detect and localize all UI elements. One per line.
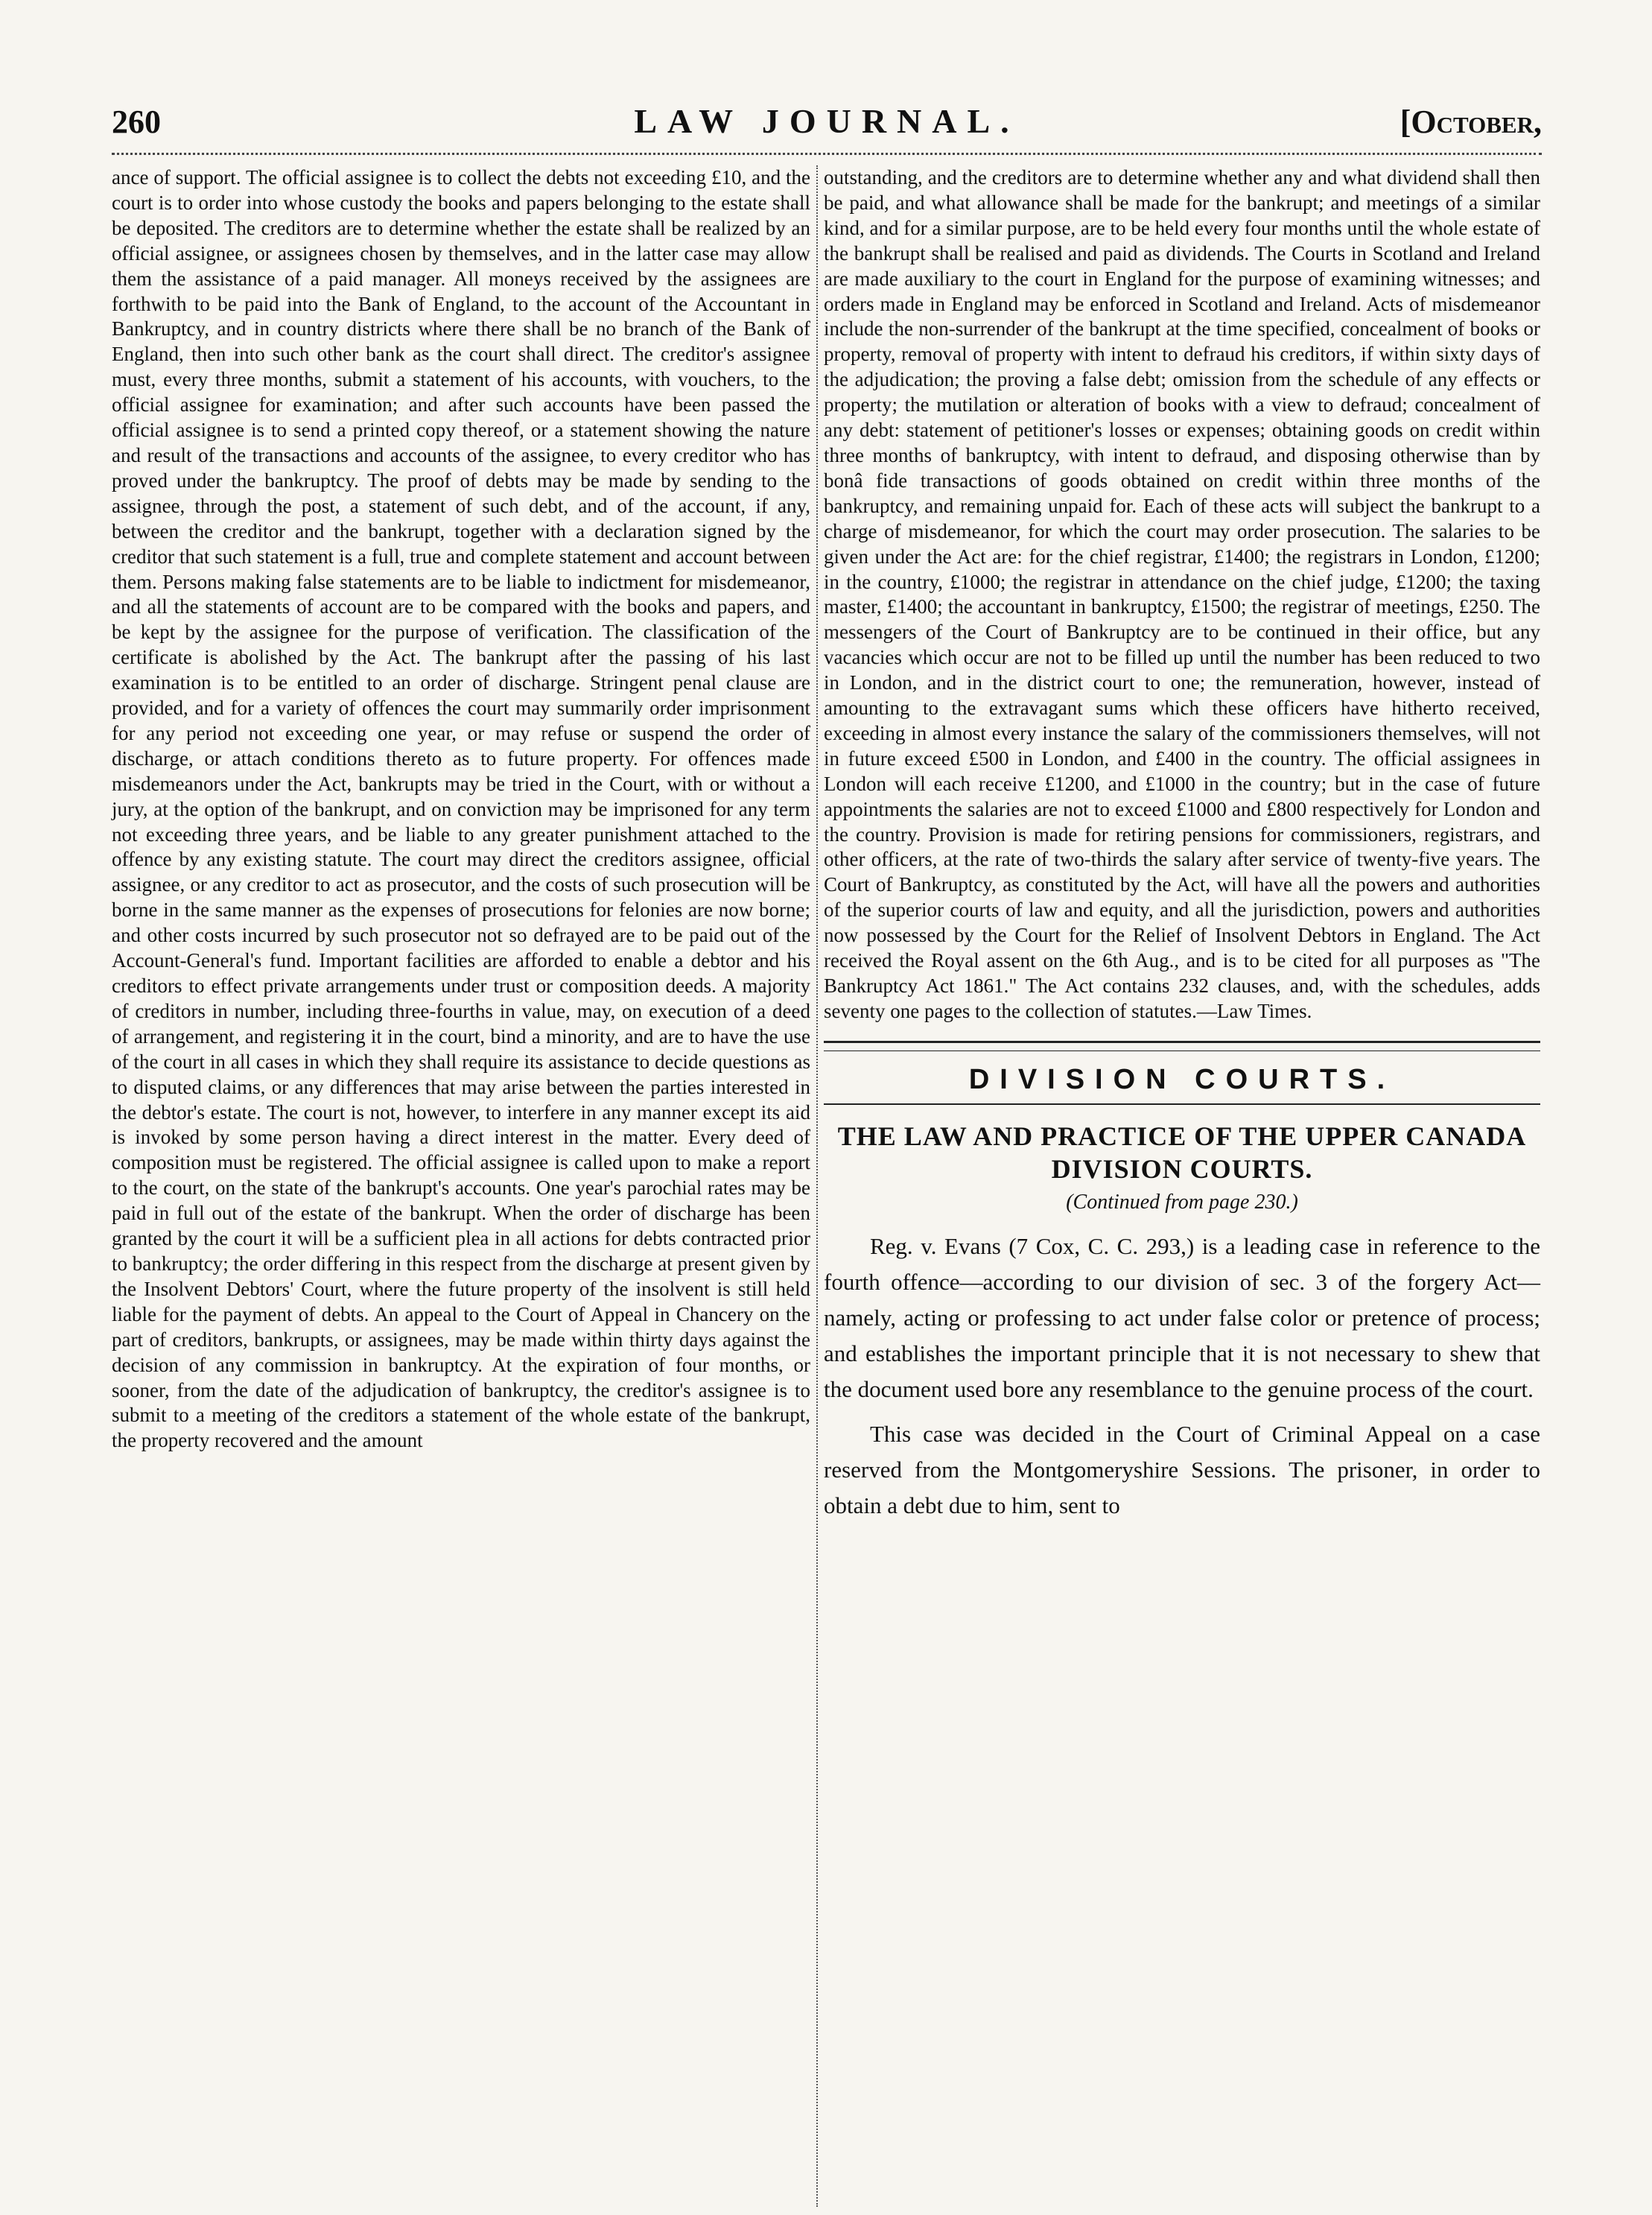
section-title-rule xyxy=(824,1103,1540,1105)
article-title: THE LAW AND PRACTICE OF THE UPPER CANADA DIVISION COURTS. xyxy=(837,1121,1527,1184)
left-paragraph: ance of support. The official assignee is to collect the debts not exceeding £10, and the court is to order into whose custody the books and papers belonging to the estate shall be deposited. The creditors are to determine whether the estate shall be realized by an official assignee, or assignees chosen by themselves, and in the latter case may allow them the assistance of a paid manager. All moneys received by the assignees are forthwith to be paid into the Bank of England, to the account of the Accountant in Bankruptcy, and in country districts where there shall be no branch of the Bank of England, then into such other bank as the court shall direct. The creditor's assignee must, every three months, submit a statement of his accounts, with vouchers, to the official assignee for examination; and after such accounts have been passed the official assignee is to send a printed copy thereof, or a statement showing the nature and result of the transactions and accounts of the assignee, to every creditor who has proved under the bankruptcy. The proof of debts may be made by sending to the assignee, through the post, a statement of such debt, and of the account, if any, between the creditor and the bankrupt, together with a declaration signed by the creditor that such statement is a full, true and complete statement and account between them. Persons making false statements are to be liable to indictment for misdemeanor, and all the statements of account are to be compared with the books and papers, and be kept by the assignee for the purpose of verification. The classification of the certificate is abolished by the Act. The bankrupt after the passing of his last examination is to be entitled to an order of discharge. Stringent penal clause are provided, and for a variety of offences the court may summarily order imprisonment for any period not exceeding one year, or may refuse or suspend the order of discharge, or attach conditions thereto as to future property. For offences made misdemeanors under the Act, bankrupts may be tried in the Court, with or without a jury, at the option of the bankrupt, and on conviction may be imprisoned for any term not exceeding three years, and be liable to any greater punishment attached to the offence by any existing statute. The court may direct the creditors assignee, official assignee, or any creditor to act as prosecutor, and the costs of such prosecution will be borne in the same manner as the expenses of prosecutions for felonies are now borne; and other costs incurred by such prosecutor not so defrayed are to be paid out of the Account-General's fund. Important facilities are afforded to enable a debtor and his creditors to effect private arrangements under trust or composition deeds. A majority of creditors in number, including three-fourths in value, may, on execution of a deed of arrangement, and registering it in the court, bind a minority, and are to have the use of the court in all cases in which they shall require its assistance to decide questions as to disputed claims, or any differences that may arise between the parties interested in the debtor's estate. The court is not, however, to interfere in any manner except its aid is invoked by some person having a direct interest in the matter. Every deed of composition must be registered. The official assignee is called upon to make a report to the court, on the state of the bankrupt's accounts. One year's parochial rates may be paid in full out of the estate of the bankrupt. When the order of discharge has been granted by the court it will be a sufficient plea in all actions for debts contracted prior to bankruptcy; the order differing in this respect from the discharge at present given by the Insolvent Debtors' Court, where the future property of the insolvent is still held liable for the payment of debts. An appeal to the Court of Appeal in Chancery on the part of creditors, bankrupts, or assignees, may be made within thirty days against the decision of any commission in bankruptcy. At the expiration of four months, or sooner, from the date of the adjudication of bankruptcy, the creditor's assignee is to submit to a meeting of the creditors a statement of the whole estate of the bankrupt, the property recovered and the amount xyxy=(112,166,810,1452)
page-number: 260 xyxy=(112,104,161,140)
article-paragraph: Reg. v. Evans (7 Cox, C. C. 293,) is a leading case in reference to the fourth offence—according to our division of sec. 3 of the forgery Act—namely, acting or professing to act under false color or pretence of process; and establishes the important principle that it is not necessary to shew that the document used bore any resemblance to the genuine process of the court. xyxy=(824,1232,1540,1402)
page-header xyxy=(112,97,1542,156)
left-column xyxy=(112,165,810,1454)
right-continuation-paragraph: outstanding, and the creditors are to determine whether any and what dividend shall then be paid, and what allowance shall be made for the bankrupt; and meetings of a similar kind, and for a similar purpose, are to be held every four months until the whole estate of the bankrupt shall be realised and paid as dividends. The Courts in Scotland and Ireland are made auxiliary to the court in England for the purpose of examining witnesses; and orders made in England may be enforced in Scotland and Ireland. Acts of misdemeanor include the non-surrender of the bankrupt at the time specified, concealment of books or property, removal of property with intent to defraud his creditors, if within sixty days of the adjudication; the proving a false debt; omission from the schedule of any effects or property; the mutilation or alteration of books with a view to defraud; concealment of any debt: statement of petitioner's losses or expenses; obtaining goods on credit within three months of bankruptcy, with intent to defraud, and disposing otherwise than by bonâ fide transactions of goods obtained on credit within three months of the bankruptcy, and remaining unpaid for. Each of these acts will subject the bankrupt to a charge of misdemeanor, for which the court may order prosecution. The salaries to be given under the Act are: for the chief registrar, £1400; the registrars in London, £1200; in the country, £1000; the registrar in attendance on the chief judge, £1200; the taxing master, £1400; the accountant in bankruptcy, £1500; the registrar of meetings, £250. The messengers of the Court of Bankruptcy are to be continued in their office, but any vacancies which occur are not to be filled up until the number has been reduced to two in London, and in the district court to one; the remuneration, however, instead of amounting to the extravagant sums which these officers have hitherto received, exceeding in almost every instance the salary of the commissioners themselves, will not in future exceed £500 in London, and £400 in the country. The official assignees in London will each receive £1200, and £1000 in the country; but in the case of future appointments the salaries are not to exceed £1000 and £800 respectively for London and the country. Provision is made for retiring pensions for commissioners, registrars, and other officers, at the rate of two-thirds the salary after service of twenty-five years. The Court of Bankruptcy, as constituted by the Act, will have all the powers and authorities of the superior courts of law and equity, and all the jurisdiction, powers and authorities now possessed by the Court for the Relief of Insolvent Debtors in England. The Act received the Royal assent on the 6th Aug., and is to be cited for all purposes as "The Bankruptcy Act 1861." The Act contains 232 clauses, and, with the schedules, adds seventy one pages to the collection of statutes.—Law Times. xyxy=(824,166,1540,1022)
column-divider xyxy=(816,165,818,2207)
running-month: [October, xyxy=(1400,104,1542,140)
section-rule xyxy=(824,1041,1540,1051)
running-title: LAW JOURNAL. xyxy=(634,102,1020,140)
right-column xyxy=(824,165,1540,1524)
header-rule xyxy=(112,153,1542,155)
article-body xyxy=(824,1229,1540,1524)
section-title: DIVISION COURTS. xyxy=(968,1063,1396,1095)
article-paragraph: This case was decided in the Court of Criminal Appeal on a case reserved from the Montgomeryshire Sessions. The prisoner, in order to obtain a debt due to him, sent to xyxy=(824,1420,1540,1518)
continued-note: (Continued from page 230.) xyxy=(1066,1190,1298,1214)
